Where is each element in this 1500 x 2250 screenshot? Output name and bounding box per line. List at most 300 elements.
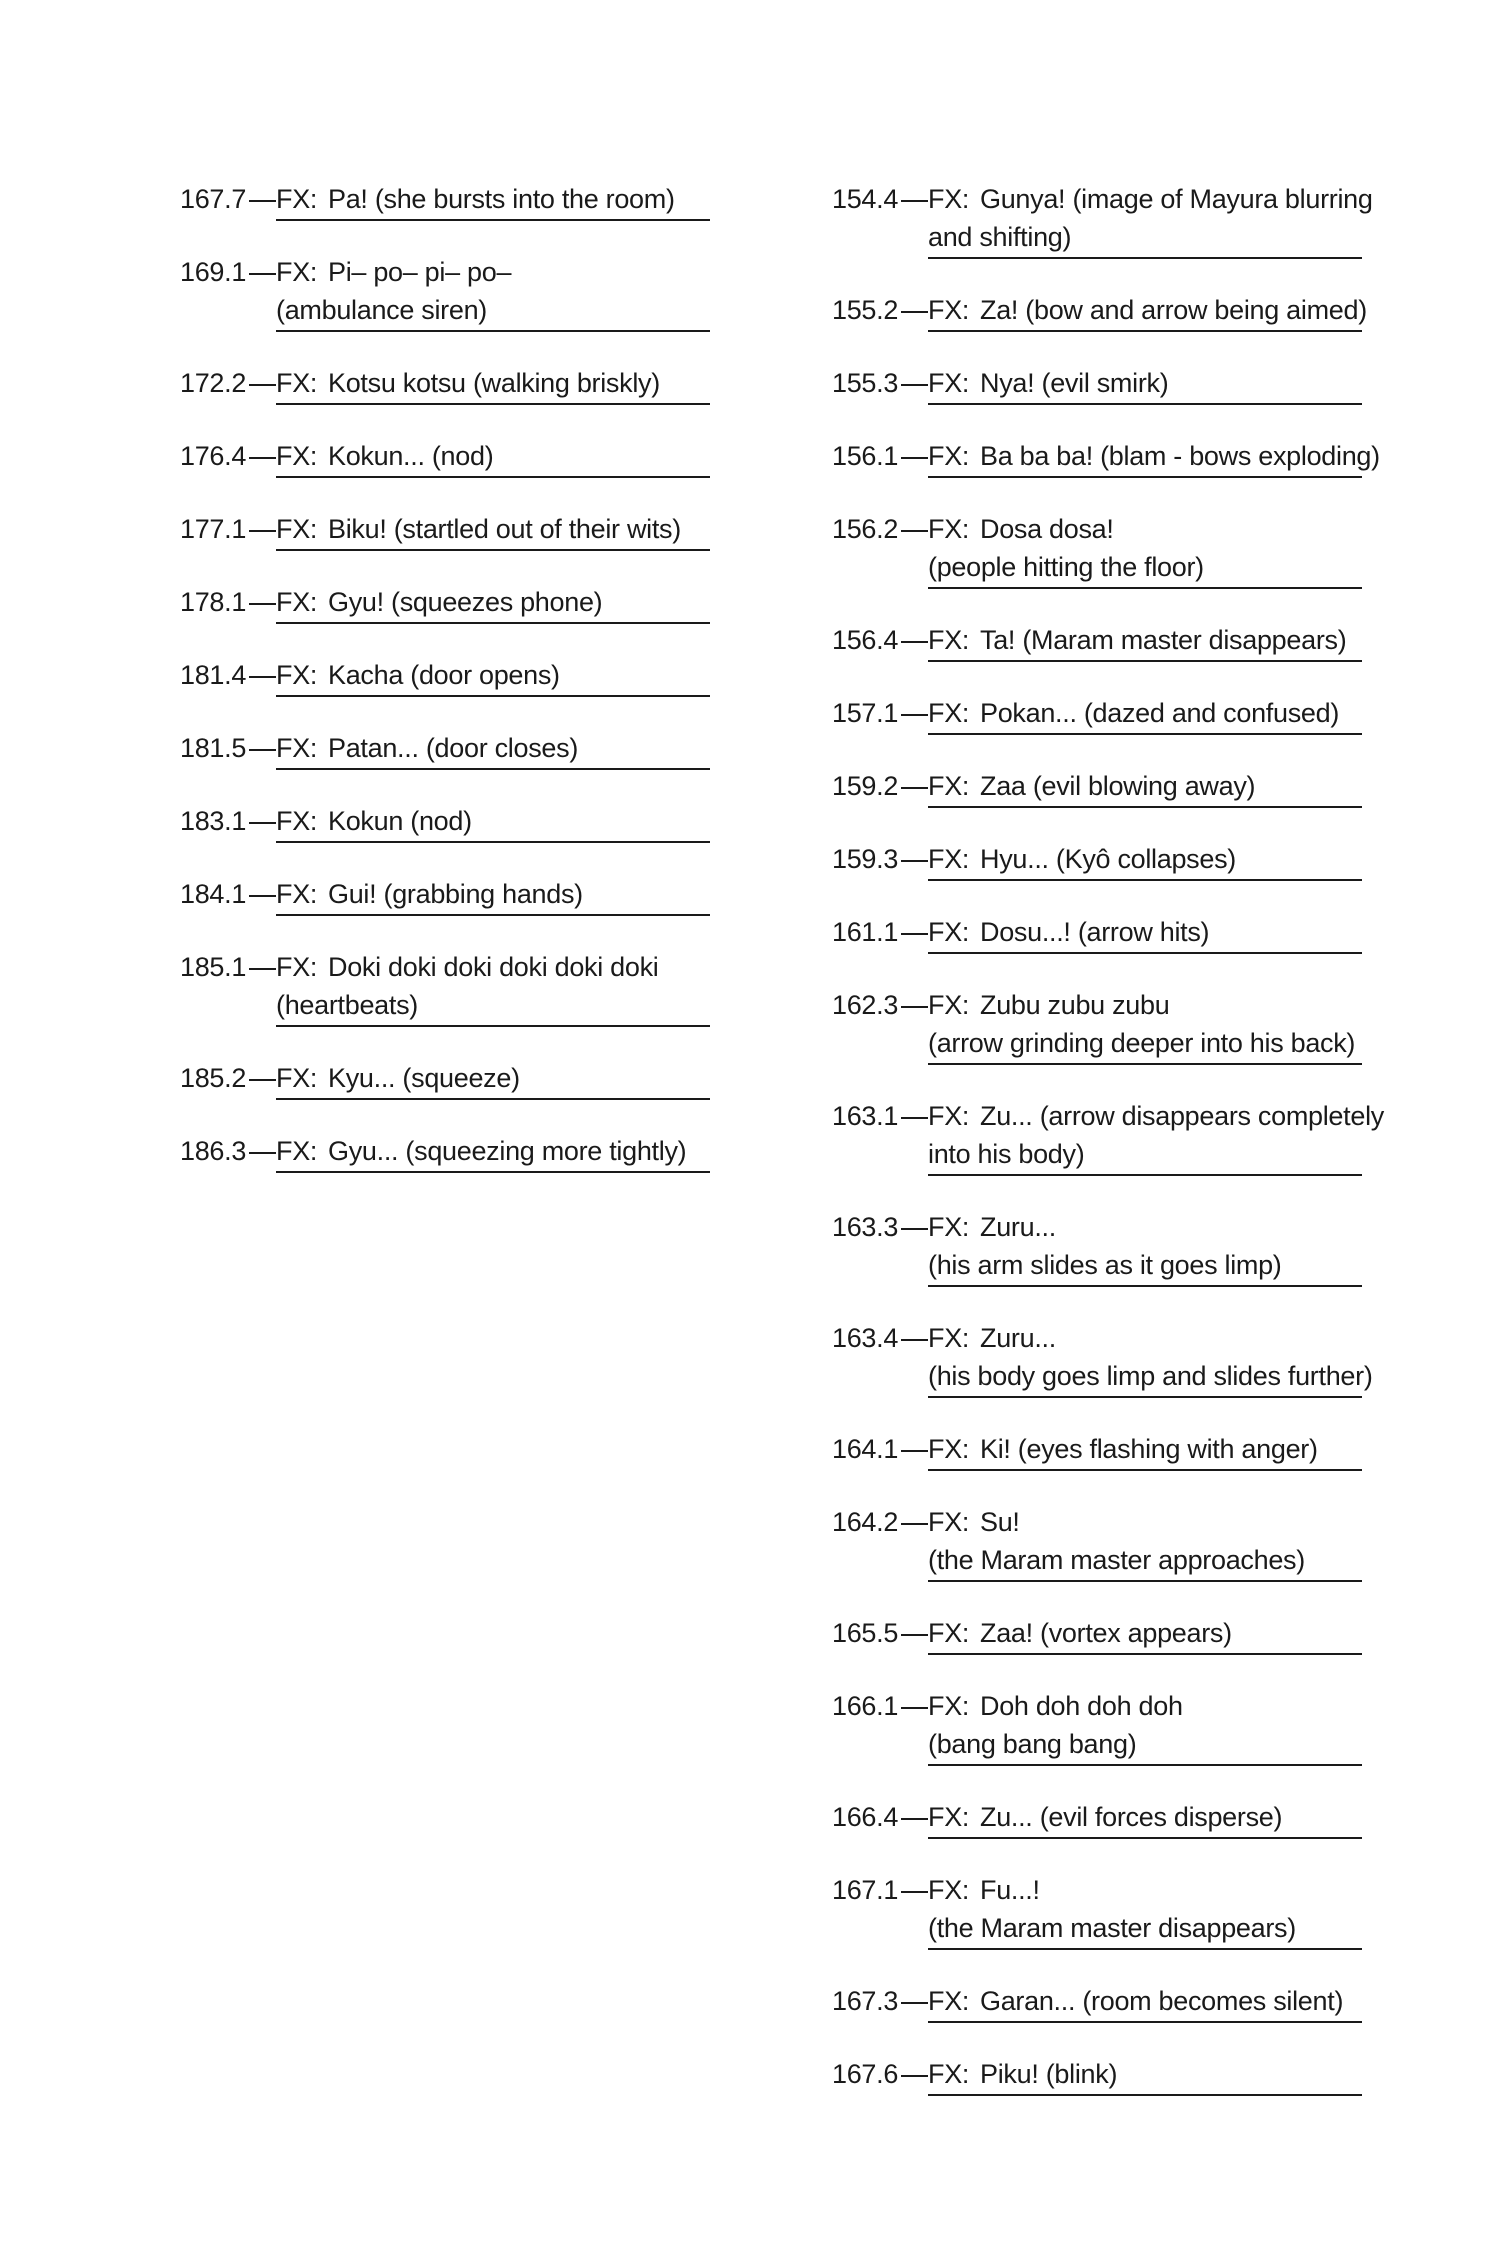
- fx-label: FX:: [928, 1323, 970, 1353]
- em-dash-rule: [901, 767, 928, 789]
- fx-description: [276, 364, 710, 405]
- fx-description: [928, 437, 1380, 478]
- fx-text: Pa! (she bursts into the room): [328, 184, 675, 214]
- fx-line-first: [928, 913, 1362, 951]
- fx-entry: [832, 510, 1372, 621]
- fx-description: [276, 253, 710, 332]
- fx-description: [276, 729, 710, 770]
- em-dash-rule: [901, 1614, 928, 1636]
- em-dash-rule: [901, 1208, 928, 1230]
- page-panel-number: 157.1: [832, 698, 899, 728]
- fx-line-continued: [928, 1246, 1362, 1284]
- fx-entry: [180, 253, 720, 364]
- page-panel-number: 167.3: [832, 1986, 899, 2016]
- fx-text: Zu... (arrow disappears completely: [980, 1101, 1384, 1131]
- fx-description: [928, 1503, 1362, 1582]
- em-dash-rule: [249, 364, 276, 386]
- fx-entry: [832, 1798, 1372, 1871]
- em-dash-rule: [249, 1132, 276, 1154]
- fx-text: Ta! (Maram master disappears): [980, 625, 1347, 655]
- em-dash-rule: [901, 2055, 928, 2077]
- fx-label: FX:: [928, 1212, 970, 1242]
- fx-label: FX:: [928, 990, 970, 1020]
- entry-reference: [832, 694, 928, 732]
- em-dash-rule: [901, 621, 928, 643]
- page-panel-number: 184.1: [180, 879, 247, 909]
- fx-label: FX:: [928, 917, 970, 947]
- page-panel-number: 172.2: [180, 368, 247, 398]
- fx-line-continued: [928, 1909, 1362, 1947]
- fx-label: FX:: [276, 806, 318, 836]
- fx-line-continued: [928, 1725, 1362, 1763]
- fx-description: [928, 1687, 1362, 1766]
- fx-text: into his body): [928, 1139, 1085, 1169]
- fx-text: Kokun (nod): [328, 806, 472, 836]
- fx-line-first: [928, 840, 1362, 878]
- fx-line-first: [928, 1097, 1384, 1135]
- fx-description: [928, 1430, 1362, 1471]
- em-dash-rule: [901, 437, 928, 459]
- em-dash-rule: [901, 291, 928, 313]
- fx-description: [928, 913, 1362, 954]
- em-dash-rule: [901, 1503, 928, 1525]
- fx-label: FX:: [928, 514, 970, 544]
- fx-line-first: [928, 1614, 1362, 1652]
- page-panel-number: 156.4: [832, 625, 899, 655]
- fx-text: Su!: [980, 1507, 1020, 1537]
- entry-reference: [832, 1208, 928, 1246]
- page-panel-number: 165.5: [832, 1618, 899, 1648]
- entry-reference: [832, 1982, 928, 2020]
- fx-line-first: [276, 364, 710, 402]
- fx-entry: [832, 1982, 1372, 2055]
- fx-text: Zaa (evil blowing away): [980, 771, 1256, 801]
- fx-entry: [832, 1687, 1372, 1798]
- page-panel-number: 167.7: [180, 184, 247, 214]
- page-panel-number: 156.2: [832, 514, 899, 544]
- fx-line-first: [276, 583, 710, 621]
- fx-text: Biku! (startled out of their wits): [328, 514, 681, 544]
- page-panel-number: 164.2: [832, 1507, 899, 1537]
- fx-label: FX:: [928, 1101, 970, 1131]
- fx-entry: [832, 1430, 1372, 1503]
- entry-reference: [180, 180, 276, 218]
- page-panel-number: 155.2: [832, 295, 899, 325]
- entry-reference: [180, 802, 276, 840]
- em-dash-rule: [901, 913, 928, 935]
- fx-line-first: [928, 621, 1362, 659]
- fx-line-first: [276, 510, 710, 548]
- fx-line-first: [276, 437, 710, 475]
- page-panel-number: 159.3: [832, 844, 899, 874]
- fx-text: (his arm slides as it goes limp): [928, 1250, 1282, 1280]
- fx-description: [276, 1059, 710, 1100]
- fx-description: [928, 1208, 1362, 1287]
- fx-line-first: [276, 1132, 710, 1170]
- fx-label: FX:: [276, 1136, 318, 1166]
- page-panel-number: 163.3: [832, 1212, 899, 1242]
- fx-text: Gunya! (image of Mayura blurring: [980, 184, 1373, 214]
- entry-reference: [832, 913, 928, 951]
- fx-line-continued: [276, 291, 710, 329]
- fx-label: FX:: [276, 368, 318, 398]
- fx-text: Nya! (evil smirk): [980, 368, 1169, 398]
- fx-entry: [832, 291, 1372, 364]
- fx-text: Piku! (blink): [980, 2059, 1118, 2089]
- fx-line-first: [928, 291, 1367, 329]
- fx-description: [928, 621, 1362, 662]
- page-panel-number: 186.3: [180, 1136, 247, 1166]
- fx-text: Gyu... (squeezing more tightly): [328, 1136, 687, 1166]
- fx-entry: [832, 1871, 1372, 1982]
- fx-label: FX:: [276, 257, 318, 287]
- fx-description: [928, 986, 1362, 1065]
- page-panel-number: 181.5: [180, 733, 247, 763]
- fx-description: [928, 291, 1367, 332]
- fx-entry: [180, 437, 720, 510]
- fx-description: [928, 1871, 1362, 1950]
- fx-line-continued: [928, 218, 1362, 256]
- em-dash-rule: [249, 656, 276, 678]
- fx-text: Pokan... (dazed and confused): [980, 698, 1340, 728]
- fx-line-continued: [276, 986, 710, 1024]
- fx-text: (heartbeats): [276, 990, 418, 1020]
- page-panel-number: 156.1: [832, 441, 899, 471]
- fx-text: Hyu... (Kyô collapses): [980, 844, 1236, 874]
- fx-text: (bang bang bang): [928, 1729, 1137, 1759]
- fx-text: Patan... (door closes): [328, 733, 579, 763]
- right-column: [832, 180, 1384, 2128]
- fx-entry: [180, 583, 720, 656]
- entry-reference: [832, 437, 928, 475]
- entry-reference: [180, 583, 276, 621]
- page-panel-number: 163.1: [832, 1101, 899, 1131]
- fx-line-first: [928, 1503, 1362, 1541]
- fx-text: Garan... (room becomes silent): [980, 1986, 1344, 2016]
- fx-entry: [832, 1208, 1372, 1319]
- page-panel-number: 177.1: [180, 514, 247, 544]
- em-dash-rule: [249, 802, 276, 824]
- page-panel-number: 166.1: [832, 1691, 899, 1721]
- fx-entry: [832, 913, 1372, 986]
- fx-line-first: [276, 802, 710, 840]
- em-dash-rule: [249, 253, 276, 275]
- fx-line-first: [276, 180, 710, 218]
- fx-text: (his body goes limp and slides further): [928, 1361, 1373, 1391]
- fx-line-continued: [928, 1541, 1362, 1579]
- entry-reference: [832, 1430, 928, 1468]
- em-dash-rule: [249, 875, 276, 897]
- fx-line-first: [928, 364, 1362, 402]
- em-dash-rule: [901, 1798, 928, 1820]
- fx-entry: [180, 1132, 720, 1205]
- em-dash-rule: [901, 1097, 928, 1119]
- fx-entry: [180, 1059, 720, 1132]
- page-panel-number: 185.2: [180, 1063, 247, 1093]
- page-panel-number: 178.1: [180, 587, 247, 617]
- fx-label: FX:: [928, 368, 970, 398]
- entry-reference: [180, 948, 276, 986]
- fx-description: [928, 1982, 1362, 2023]
- entry-reference: [180, 364, 276, 402]
- fx-description: [928, 767, 1362, 808]
- fx-description: [276, 802, 710, 843]
- fx-line-continued: [928, 1024, 1362, 1062]
- fx-description: [276, 583, 710, 624]
- fx-label: FX:: [928, 1618, 970, 1648]
- em-dash-rule: [901, 1687, 928, 1709]
- fx-label: FX:: [276, 879, 318, 909]
- entry-reference: [180, 875, 276, 913]
- fx-entry: [180, 875, 720, 948]
- em-dash-rule: [249, 510, 276, 532]
- entry-reference: [180, 437, 276, 475]
- fx-description: [928, 2055, 1362, 2096]
- fx-line-first: [928, 437, 1380, 475]
- fx-line-first: [276, 875, 710, 913]
- fx-label: FX:: [276, 1063, 318, 1093]
- fx-description: [928, 1614, 1362, 1655]
- fx-text: (arrow grinding deeper into his back): [928, 1028, 1356, 1058]
- fx-description: [276, 1132, 710, 1173]
- entry-reference: [832, 510, 928, 548]
- fx-entry: [832, 694, 1372, 767]
- fx-line-continued: [928, 1357, 1373, 1395]
- fx-entry: [180, 656, 720, 729]
- em-dash-rule: [249, 1059, 276, 1081]
- fx-text: (the Maram master approaches): [928, 1545, 1305, 1575]
- fx-label: FX:: [928, 625, 970, 655]
- fx-entry: [832, 2055, 1372, 2128]
- em-dash-rule: [249, 729, 276, 751]
- page-panel-number: 183.1: [180, 806, 247, 836]
- fx-line-first: [928, 180, 1373, 218]
- fx-description: [928, 840, 1362, 881]
- fx-label: FX:: [928, 1507, 970, 1537]
- entry-reference: [832, 364, 928, 402]
- fx-text: (people hitting the floor): [928, 552, 1204, 582]
- page-panel-number: 167.1: [832, 1875, 899, 1905]
- em-dash-rule: [249, 583, 276, 605]
- fx-description: [276, 437, 710, 478]
- fx-line-first: [276, 253, 710, 291]
- fx-line-first: [928, 2055, 1362, 2093]
- page-panel-number: 169.1: [180, 257, 247, 287]
- entry-reference: [832, 1319, 928, 1357]
- page-panel-number: 162.3: [832, 990, 899, 1020]
- fx-line-first: [928, 694, 1362, 732]
- fx-label: FX:: [928, 1434, 970, 1464]
- fx-text: Dosu...! (arrow hits): [980, 917, 1210, 947]
- entry-reference: [180, 253, 276, 291]
- page-panel-number: 176.4: [180, 441, 247, 471]
- fx-entry: [180, 510, 720, 583]
- fx-entry: [832, 364, 1372, 437]
- fx-label: FX:: [276, 441, 318, 471]
- fx-entry: [180, 802, 720, 875]
- fx-text: Zu... (evil forces disperse): [980, 1802, 1283, 1832]
- fx-text: Kokun... (nod): [328, 441, 494, 471]
- fx-label: FX:: [276, 184, 318, 214]
- entry-reference: [832, 1503, 928, 1541]
- entry-reference: [832, 180, 928, 218]
- fx-entry: [832, 180, 1372, 291]
- fx-entry: [180, 364, 720, 437]
- fx-description: [928, 180, 1373, 259]
- fx-line-first: [276, 948, 710, 986]
- fx-description: [276, 948, 710, 1027]
- fx-text: Zuru...: [980, 1323, 1056, 1353]
- page-panel-number: 166.4: [832, 1802, 899, 1832]
- fx-text: Doki doki doki doki doki doki: [328, 952, 659, 982]
- fx-label: FX:: [928, 184, 970, 214]
- page-panel-number: 154.4: [832, 184, 899, 214]
- fx-label: FX:: [928, 441, 970, 471]
- fx-text: Dosa dosa!: [980, 514, 1114, 544]
- em-dash-rule: [249, 180, 276, 202]
- fx-text: Zubu zubu zubu: [980, 990, 1170, 1020]
- page-panel-number: 167.6: [832, 2059, 899, 2089]
- em-dash-rule: [901, 694, 928, 716]
- entry-reference: [180, 656, 276, 694]
- entry-reference: [832, 1798, 928, 1836]
- fx-label: FX:: [928, 771, 970, 801]
- page-panel-number: 181.4: [180, 660, 247, 690]
- entry-reference: [832, 1097, 928, 1135]
- fx-entry: [832, 1319, 1372, 1430]
- em-dash-rule: [901, 510, 928, 532]
- fx-label: FX:: [928, 2059, 970, 2089]
- fx-text: Kacha (door opens): [328, 660, 560, 690]
- em-dash-rule: [249, 948, 276, 970]
- entry-reference: [832, 767, 928, 805]
- fx-label: FX:: [928, 1691, 970, 1721]
- em-dash-rule: [901, 180, 928, 202]
- page-panel-number: 161.1: [832, 917, 899, 947]
- fx-label: FX:: [928, 295, 970, 325]
- entry-reference: [832, 1687, 928, 1725]
- fx-text: Kotsu kotsu (walking briskly): [328, 368, 660, 398]
- em-dash-rule: [901, 986, 928, 1008]
- page-panel-number: 155.3: [832, 368, 899, 398]
- fx-label: FX:: [276, 514, 318, 544]
- em-dash-rule: [901, 840, 928, 862]
- em-dash-rule: [901, 364, 928, 386]
- fx-entry: [832, 621, 1372, 694]
- fx-label: FX:: [276, 660, 318, 690]
- fx-line-first: [928, 986, 1362, 1024]
- fx-label: FX:: [928, 1986, 970, 2016]
- em-dash-rule: [901, 1430, 928, 1452]
- fx-label: FX:: [928, 1875, 970, 1905]
- fx-line-first: [276, 729, 710, 767]
- fx-label: FX:: [276, 952, 318, 982]
- entry-reference: [832, 291, 928, 329]
- fx-text: Ba ba ba! (blam - bows exploding): [980, 441, 1380, 471]
- fx-text: and shifting): [928, 222, 1072, 252]
- fx-entry: [832, 840, 1372, 913]
- entry-reference: [832, 986, 928, 1024]
- fx-entry: [832, 1503, 1372, 1614]
- fx-line-first: [928, 510, 1362, 548]
- fx-text: Gyu! (squeezes phone): [328, 587, 603, 617]
- fx-text: Zaa! (vortex appears): [980, 1618, 1232, 1648]
- entry-reference: [832, 2055, 928, 2093]
- fx-entry: [180, 729, 720, 802]
- fx-line-first: [276, 1059, 710, 1097]
- fx-text: Zuru...: [980, 1212, 1056, 1242]
- fx-entry: [832, 1097, 1384, 1208]
- page-panel-number: 163.4: [832, 1323, 899, 1353]
- fx-entry: [180, 180, 720, 253]
- fx-text: Fu...!: [980, 1875, 1040, 1905]
- entry-reference: [180, 1059, 276, 1097]
- fx-entry: [180, 948, 720, 1059]
- em-dash-rule: [901, 1871, 928, 1893]
- fx-text: (the Maram master disappears): [928, 1913, 1296, 1943]
- fx-text: Ki! (eyes flashing with anger): [980, 1434, 1318, 1464]
- entry-reference: [180, 1132, 276, 1170]
- fx-label: FX:: [928, 1802, 970, 1832]
- entry-reference: [180, 729, 276, 767]
- fx-line-continued: [928, 548, 1362, 586]
- fx-text: Gui! (grabbing hands): [328, 879, 583, 909]
- page-panel-number: 164.1: [832, 1434, 899, 1464]
- fx-label: FX:: [276, 733, 318, 763]
- fx-line-first: [928, 1319, 1362, 1357]
- fx-entry: [832, 767, 1372, 840]
- fx-line-first: [928, 1798, 1362, 1836]
- fx-entry: [832, 437, 1380, 510]
- fx-description: [928, 1097, 1384, 1176]
- fx-description: [928, 1319, 1373, 1398]
- fx-line-continued: [928, 1135, 1362, 1173]
- fx-description: [928, 364, 1362, 405]
- page-panel-number: 159.2: [832, 771, 899, 801]
- entry-reference: [180, 510, 276, 548]
- fx-label: FX:: [276, 587, 318, 617]
- fx-description: [276, 180, 710, 221]
- fx-description: [276, 656, 710, 697]
- fx-description: [276, 510, 710, 551]
- entry-reference: [832, 1871, 928, 1909]
- fx-line-first: [276, 656, 710, 694]
- fx-line-first: [928, 1982, 1362, 2020]
- fx-description: [928, 694, 1362, 735]
- fx-description: [928, 1798, 1362, 1839]
- fx-line-first: [928, 1871, 1362, 1909]
- fx-label: FX:: [928, 844, 970, 874]
- fx-line-first: [928, 1430, 1362, 1468]
- fx-line-first: [928, 1208, 1362, 1246]
- fx-text: Kyu... (squeeze): [328, 1063, 520, 1093]
- fx-entry: [832, 1614, 1372, 1687]
- fx-line-first: [928, 767, 1362, 805]
- em-dash-rule: [249, 437, 276, 459]
- left-column: [180, 180, 720, 1205]
- entry-reference: [832, 621, 928, 659]
- fx-text: (ambulance siren): [276, 295, 487, 325]
- fx-entry: [832, 986, 1372, 1097]
- fx-description: [928, 510, 1362, 589]
- entry-reference: [832, 1614, 928, 1652]
- fx-line-first: [928, 1687, 1362, 1725]
- page-panel-number: 185.1: [180, 952, 247, 982]
- em-dash-rule: [901, 1982, 928, 2004]
- fx-label: FX:: [928, 698, 970, 728]
- entry-reference: [832, 840, 928, 878]
- em-dash-rule: [901, 1319, 928, 1341]
